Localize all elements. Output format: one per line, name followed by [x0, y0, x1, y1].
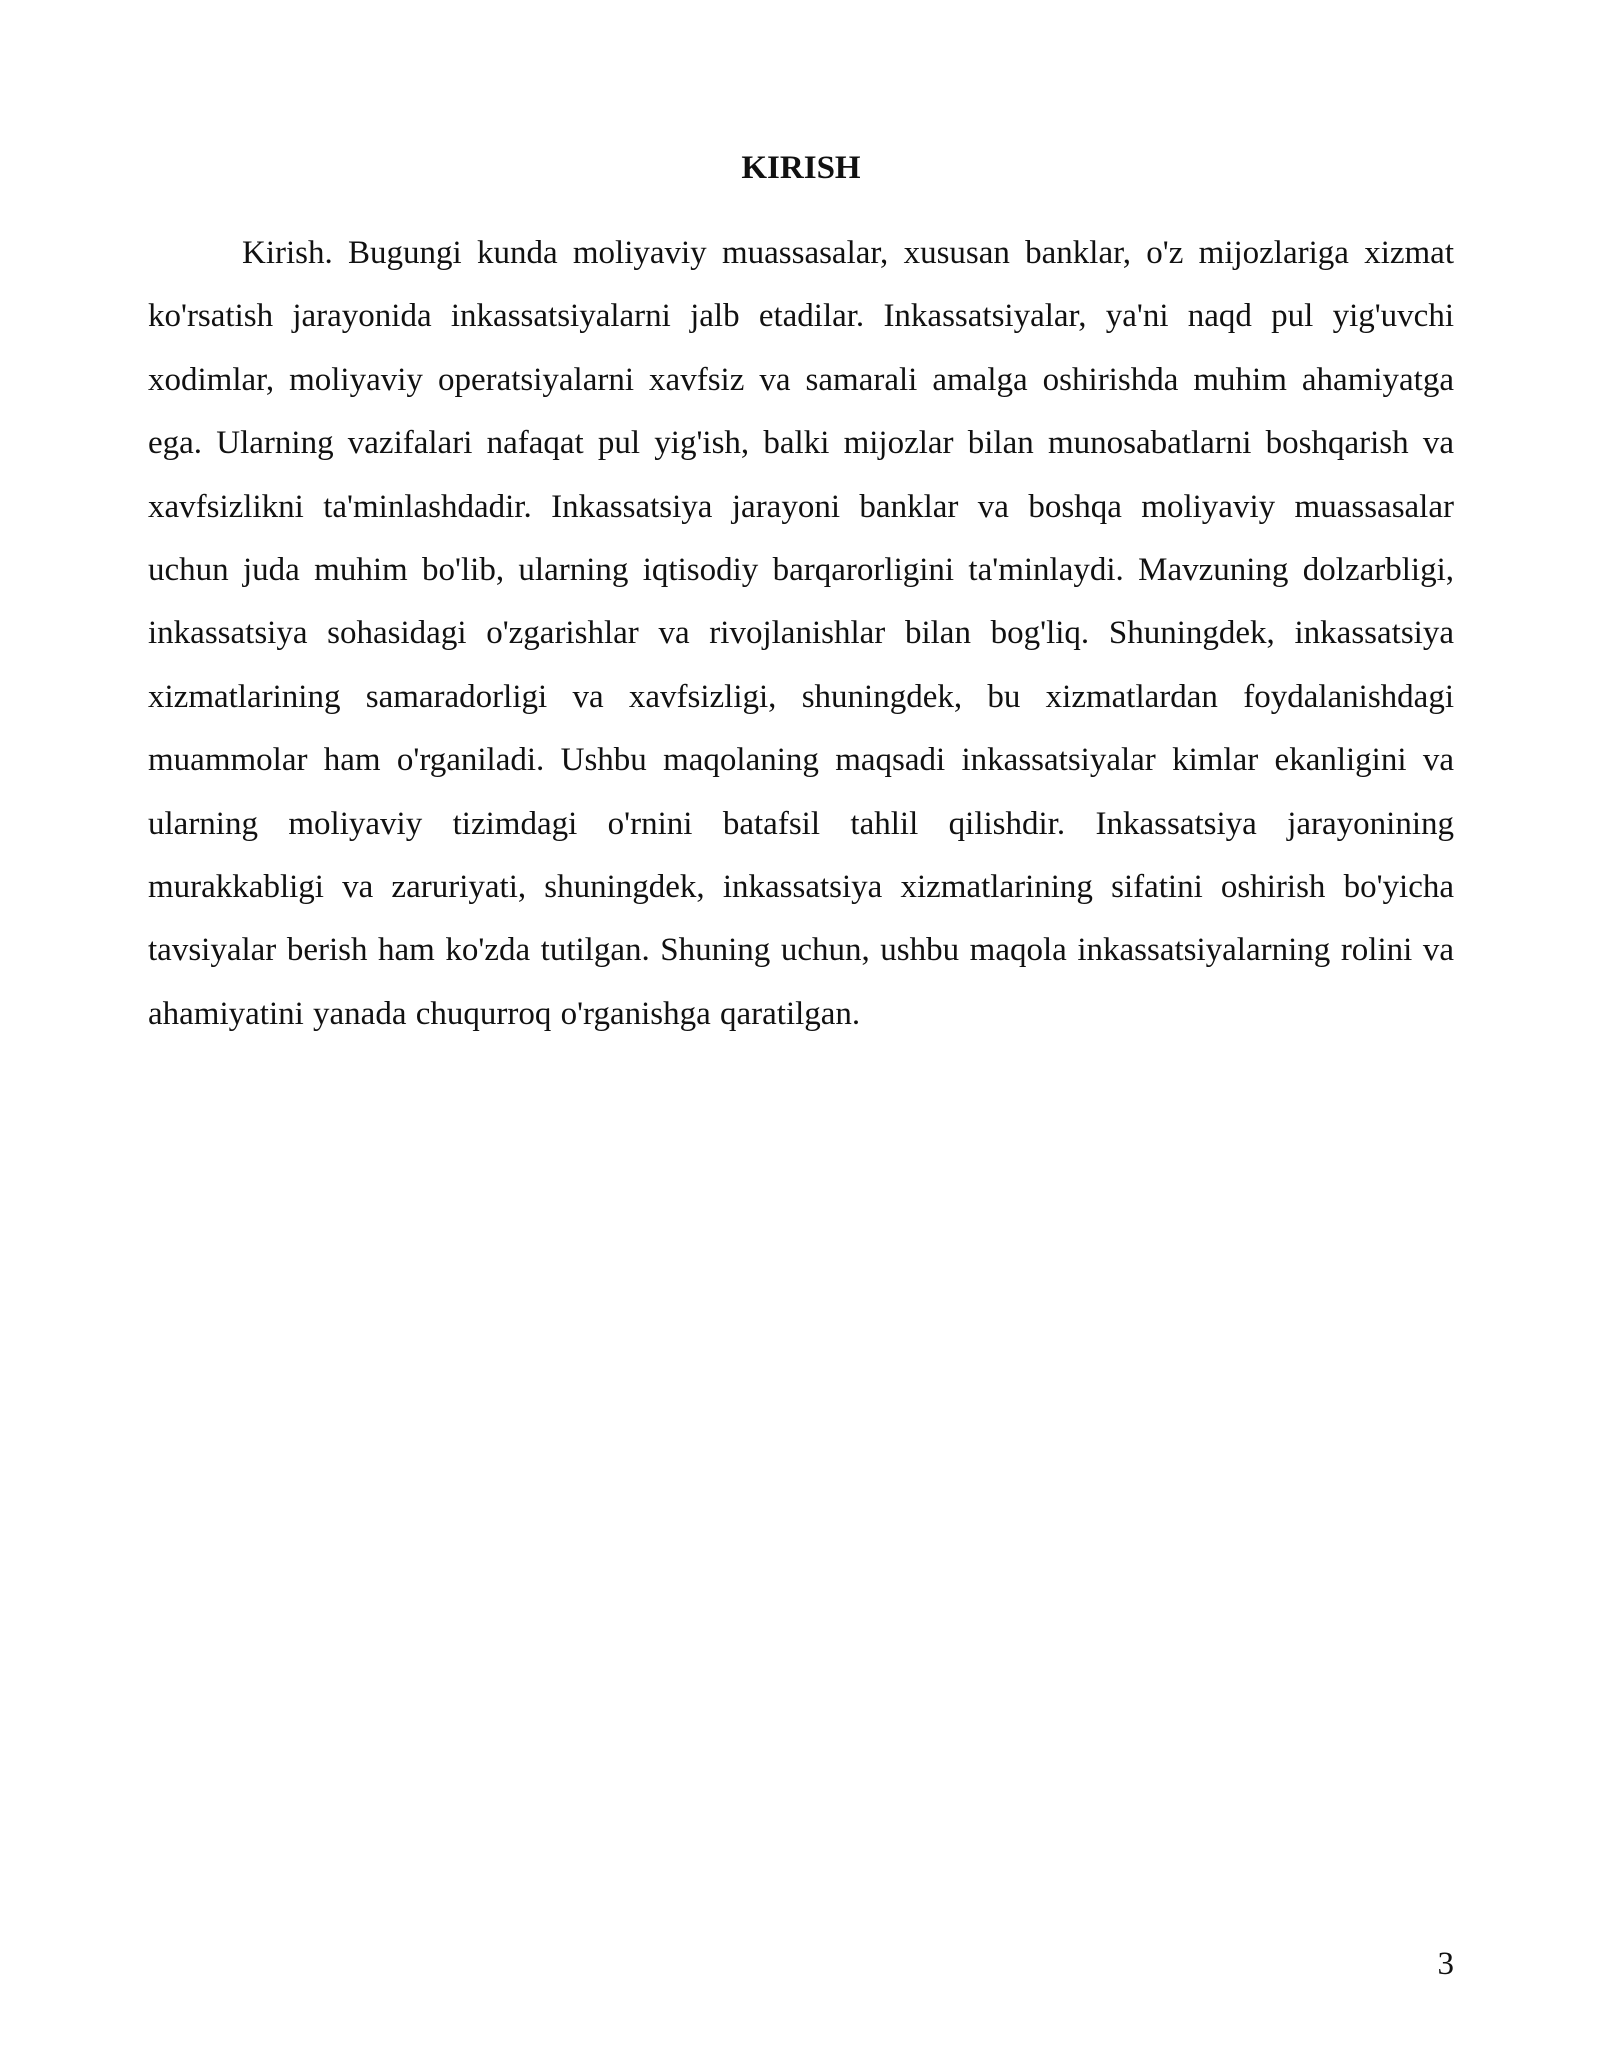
body-paragraph: Kirish. Bugungi kunda moliyaviy muassasalar, xususan banklar, o'z mijozlariga xizmat ko'rsatish jarayonida inkassatsiyalarni jalb etadilar. Inkassatsiyalar, ya'ni naqd pul yig'uvchi xodimlar, moliyaviy operatsiyalarni xavfsiz va samarali amalga oshirishda muhim ahamiyatga ega. Ularning vazifalari nafaqat pul yig'ish, balki mijozlar bilan munosabatlarni boshqarish va xavfsizlikni ta'minlashdadir. Inkassatsiya jarayoni banklar va boshqa moliyaviy muassasalar uchun juda muhim bo'lib, ularning iqtisodiy barqarorligini ta'minlaydi. Mavzuning dolzarbligi, inkassatsiya sohasidagi o'zgarishlar va rivojlanishlar bilan bog'liq. Shuningdek, inkassatsiya xizmatlarining samaradorligi va xavfsizligi, shuningdek, bu xizmatlardan foydalanishdagi muammolar ham o'rganiladi. Ushbu maqolaning maqsadi inkassatsiyalar kimlar ekanligini va ularning moliyaviy tizimdagi o'rnini batafsil tahlil qilishdir. Inkassatsiya jarayonining murakkabligi va zaruriyati, shuningdek, inkassatsiya xizmatlarining sifatini oshirish bo'yicha tavsiyalar berish ham ko'zda tutilgan. Shuning uchun, ushbu maqola inkassatsiyalarning rolini va ahamiyatini yanada chuqurroq o'rganishga qaratilgan.	[148, 235, 1454, 1032]
section-heading: KIRISH	[741, 150, 861, 186]
page-number: 3	[1437, 1946, 1454, 1982]
